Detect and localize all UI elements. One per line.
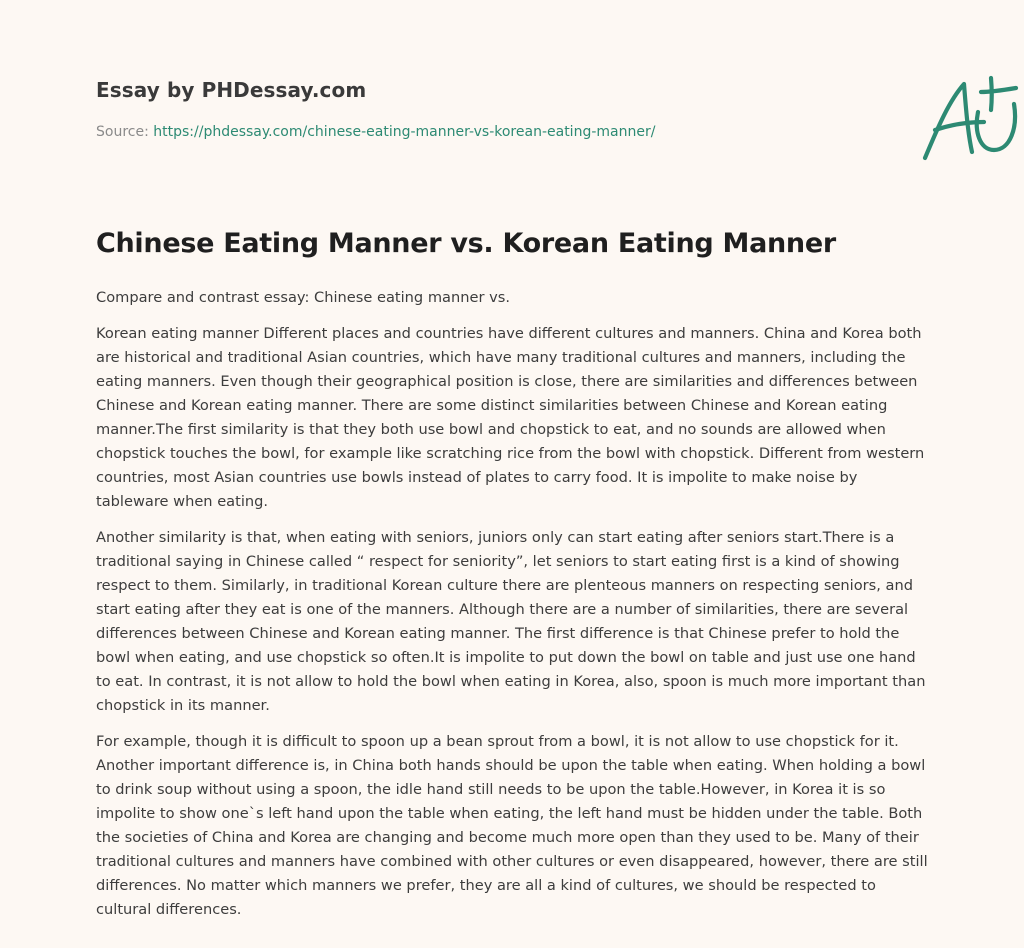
site-brand: Essay by PHDessay.com bbox=[96, 78, 367, 102]
essay-title: Chinese Eating Manner vs. Korean Eating Manner bbox=[96, 228, 836, 259]
source-label: Source: bbox=[96, 124, 154, 140]
essay-body bbox=[96, 286, 932, 934]
essay-paragraph: Another similarity is that, when eating with seniors, juniors only can start eating after seniors start.There is a traditional saying in Chinese called “ respect for seniority”, let seniors to start eating first is a kind of showing respect to them. Similarly, in traditional Korean culture there are plenteous manners on respecting seniors, and start eating after they eat is one of the manners. Although there are a number of similarities, there are several differences between Chinese and Korean eating manner. The first difference is that Chinese prefer to hold the bowl when eating, and use chopstick so often.It is impolite to put down the bowl on table and just use one hand to eat. In contrast, it is not allow to hold the bowl when eating in Korea, also, spoon is much more important than chopstick in its manner. bbox=[96, 529, 926, 714]
essay-paragraph: Compare and contrast essay: Chinese eating manner vs. bbox=[96, 289, 510, 306]
a-plus-grade-icon bbox=[920, 70, 1024, 162]
source-link[interactable]: https://phdessay.com/chinese-eating-manner-vs-korean-eating-manner/ bbox=[153, 124, 656, 140]
essay-paragraph: Korean eating manner Different places and countries have different cultures and manners. China and Korea both are historical and traditional Asian countries, which have many traditional cultures and manners, including the eating manners. Even though their geographical position is close, there are similarities and differences between Chinese and Korean eating manner. There are some distinct similarities between Chinese and Korean eating manner.The first similarity is that they both use bowl and chopstick to eat, and no sounds are allowed when chopstick touches the bowl, for example like scratching rice from the bowl with chopstick. Different from western countries, most Asian countries use bowls instead of plates to carry food. It is impolite to make noise by tableware when eating. bbox=[96, 325, 925, 510]
source-line bbox=[96, 124, 655, 140]
essay-paragraph: For example, though it is difficult to spoon up a bean sprout from a bowl, it is not allow to use chopstick for it. Another important difference is, in China both hands should be upon the table when eating. When holding a bowl to drink soup without using a spoon, the idle hand still needs to be upon the table.However, in Korea it is so impolite to show one`s left hand upon the table when eating, the left hand must be hidden under the table. Both the societies of China and Korea are changing and become much more open than they used to be. Many of their traditional cultures and manners have combined with other cultures or even disappeared, however, there are still differences. No matter which manners we prefer, they are all a kind of cultures, we should be respected to cultural differences. bbox=[96, 733, 928, 918]
